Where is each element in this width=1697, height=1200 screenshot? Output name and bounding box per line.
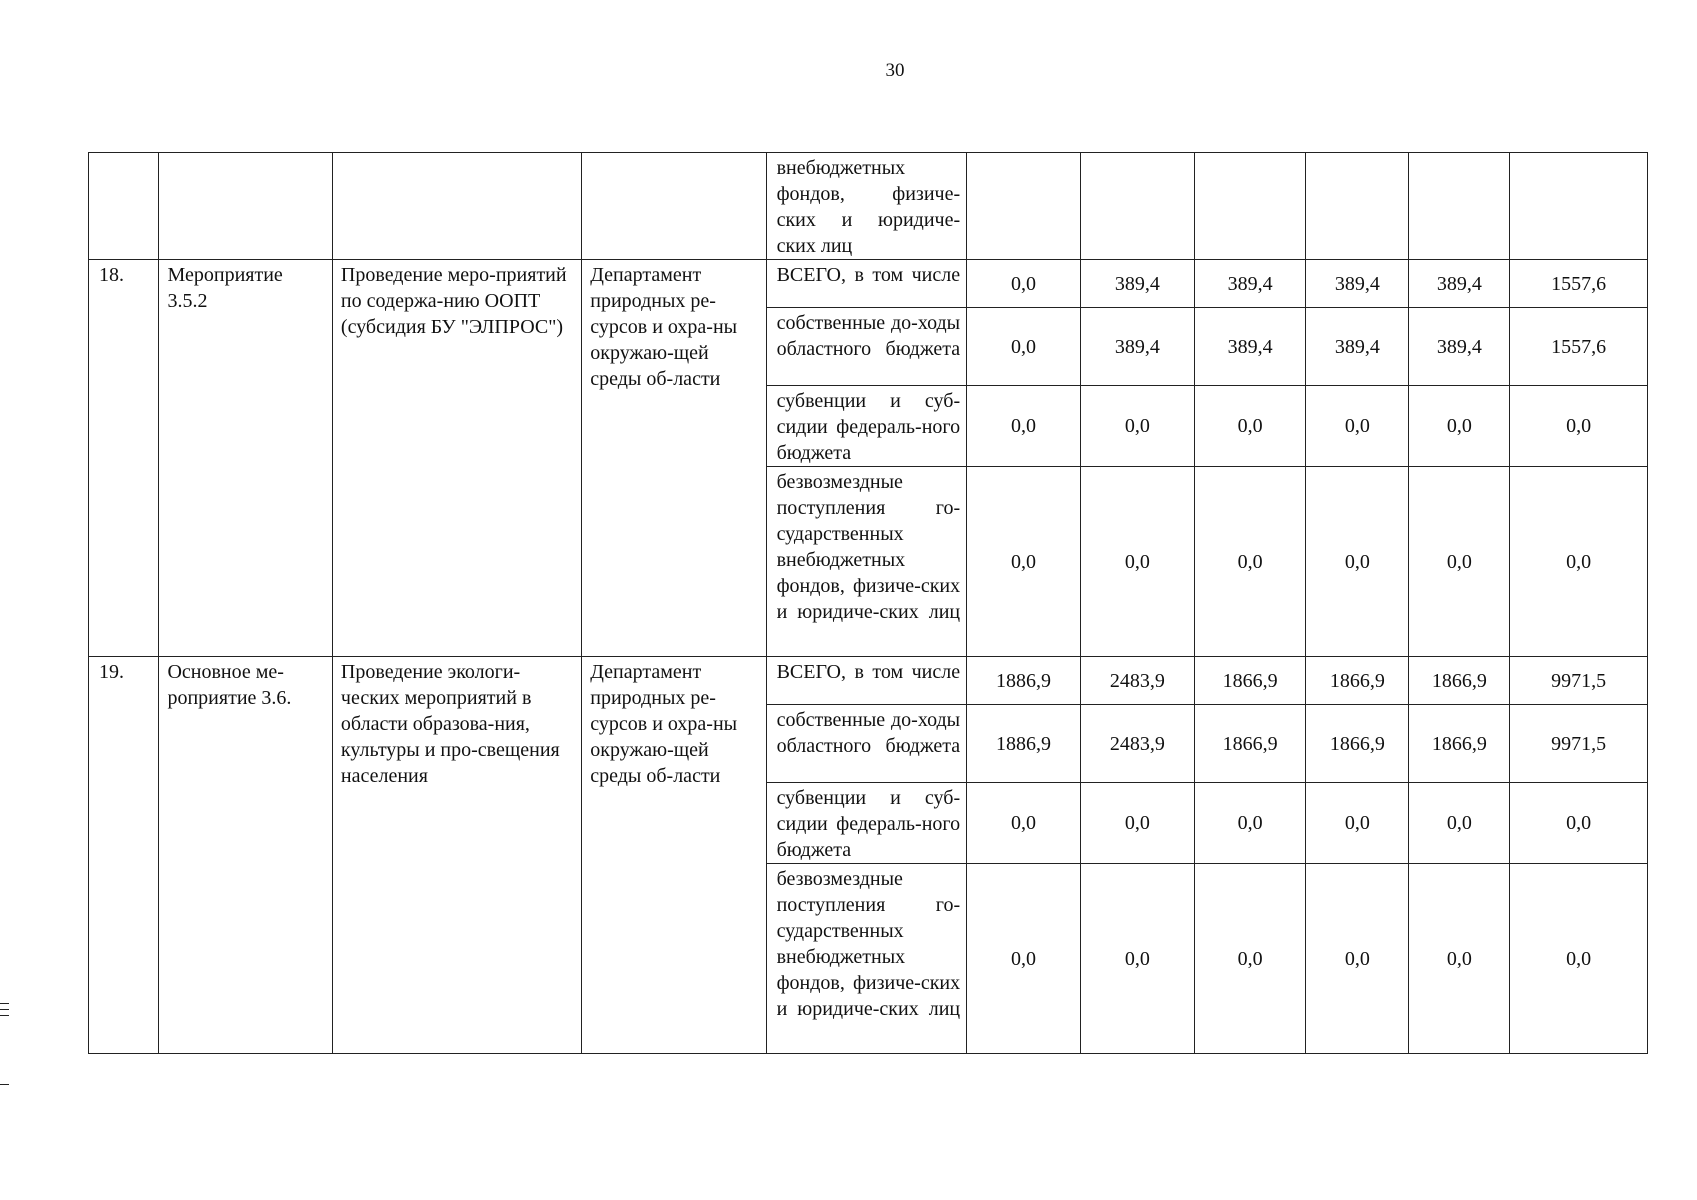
value-cell: 0,0 xyxy=(1510,467,1648,657)
margin-mark xyxy=(0,1084,9,1085)
funding-source-cell: собственные до-ходы областного бюджета xyxy=(766,705,967,783)
value-cell: 0,0 xyxy=(967,308,1081,386)
value-cell: 0,0 xyxy=(1080,783,1194,864)
value-cell: 389,4 xyxy=(1080,308,1194,386)
value-cell: 0,0 xyxy=(1080,467,1194,657)
value-cell: 1557,6 xyxy=(1510,308,1648,386)
value-cell: 0,0 xyxy=(1510,783,1648,864)
value-cell: 1886,9 xyxy=(967,657,1081,705)
value-cell: 1866,9 xyxy=(1306,705,1409,783)
value-cell: 0,0 xyxy=(1194,467,1306,657)
margin-mark xyxy=(0,1015,9,1016)
value-cell: 9971,5 xyxy=(1510,657,1648,705)
description-cell: Проведение меро-приятий по содержа-нию ООПТ (субсидия БУ "ЭЛПРОС") xyxy=(332,260,581,657)
value-cell: 0,0 xyxy=(1306,864,1409,1054)
executor-cell xyxy=(582,153,766,260)
budget-table xyxy=(88,152,1648,1054)
index-cell xyxy=(89,153,159,260)
event-cell xyxy=(159,153,332,260)
value-cell: 0,0 xyxy=(967,260,1081,308)
value-cell: 389,4 xyxy=(1409,308,1510,386)
funding-source-cell: собственные до-ходы областного бюджета xyxy=(766,308,967,386)
event-cell: Основное ме-роприятие 3.6. xyxy=(159,657,332,1054)
funding-source-cell: безвозмездные поступления го-сударственных внебюджетных фондов, физиче-ских и юридиче-ских лиц xyxy=(766,864,967,1054)
value-cell: 0,0 xyxy=(1194,783,1306,864)
value-cell: 0,0 xyxy=(1510,386,1648,467)
value-cell xyxy=(1409,153,1510,260)
funding-source-cell: субвенции и суб-сидии федераль-ного бюджета xyxy=(766,783,967,864)
value-cell xyxy=(1510,153,1648,260)
value-cell: 1866,9 xyxy=(1306,657,1409,705)
value-cell: 0,0 xyxy=(1409,864,1510,1054)
value-cell: 0,0 xyxy=(1409,386,1510,467)
carryover-line: внебюджетных xyxy=(776,157,906,179)
margin-mark xyxy=(0,1003,9,1004)
value-cell: 2483,9 xyxy=(1080,705,1194,783)
value-cell: 389,4 xyxy=(1194,308,1306,386)
value-cell xyxy=(1306,153,1409,260)
carryover-line: ских лиц xyxy=(776,235,853,257)
table-row xyxy=(89,260,1648,308)
value-cell: 389,4 xyxy=(1409,260,1510,308)
value-cell: 0,0 xyxy=(1306,467,1409,657)
funding-source-cell: ВСЕГО, в том числе xyxy=(766,260,967,308)
funding-source-cell: безвозмездные поступления го-сударственных внебюджетных фондов, физиче-ских и юридиче-ских лиц xyxy=(766,467,967,657)
funding-source-cell: субвенции и суб-сидии федераль-ного бюджета xyxy=(766,386,967,467)
carryover-source-cell xyxy=(766,153,967,260)
value-cell: 9971,5 xyxy=(1510,705,1648,783)
value-cell xyxy=(1194,153,1306,260)
value-cell: 389,4 xyxy=(1080,260,1194,308)
value-cell: 0,0 xyxy=(967,467,1081,657)
page-number: 30 xyxy=(885,60,905,81)
value-cell: 389,4 xyxy=(1306,308,1409,386)
index-cell: 19. xyxy=(89,657,159,1054)
value-cell: 0,0 xyxy=(1409,467,1510,657)
value-cell: 2483,9 xyxy=(1080,657,1194,705)
value-cell: 1866,9 xyxy=(1409,705,1510,783)
value-cell: 1886,9 xyxy=(967,705,1081,783)
table-body xyxy=(89,153,1648,1054)
value-cell: 389,4 xyxy=(1306,260,1409,308)
description-cell xyxy=(332,153,581,260)
value-cell: 0,0 xyxy=(1306,783,1409,864)
index-cell: 18. xyxy=(89,260,159,657)
value-cell: 0,0 xyxy=(967,864,1081,1054)
margin-mark xyxy=(0,1009,9,1010)
value-cell: 0,0 xyxy=(1510,864,1648,1054)
value-cell: 1557,6 xyxy=(1510,260,1648,308)
value-cell: 0,0 xyxy=(1306,386,1409,467)
value-cell: 0,0 xyxy=(1080,386,1194,467)
value-cell: 0,0 xyxy=(967,386,1081,467)
funding-source-cell: ВСЕГО, в том числе xyxy=(766,657,967,705)
executor-cell: Департамент природных ре-сурсов и охра-ны окружаю-щей среды об-ласти xyxy=(582,260,766,657)
description-cell: Проведение экологи-ческих мероприятий в области образова-ния, культуры и про-свещения населения xyxy=(332,657,581,1054)
carryover-line: ских и юридиче- xyxy=(776,209,961,231)
value-cell: 0,0 xyxy=(1080,864,1194,1054)
value-cell: 0,0 xyxy=(1194,386,1306,467)
value-cell: 1866,9 xyxy=(1194,705,1306,783)
event-cell: Мероприятие 3.5.2 xyxy=(159,260,332,657)
value-cell: 389,4 xyxy=(1194,260,1306,308)
value-cell: 1866,9 xyxy=(1194,657,1306,705)
value-cell: 0,0 xyxy=(967,783,1081,864)
carryover-line: фондов, физиче- xyxy=(776,183,961,205)
value-cell: 1866,9 xyxy=(1409,657,1510,705)
table-row xyxy=(89,657,1648,705)
value-cell xyxy=(967,153,1081,260)
executor-cell: Департамент природных ре-сурсов и охра-ны окружаю-щей среды об-ласти xyxy=(582,657,766,1054)
value-cell: 0,0 xyxy=(1194,864,1306,1054)
value-cell: 0,0 xyxy=(1409,783,1510,864)
value-cell xyxy=(1080,153,1194,260)
carryover-row xyxy=(89,153,1648,260)
